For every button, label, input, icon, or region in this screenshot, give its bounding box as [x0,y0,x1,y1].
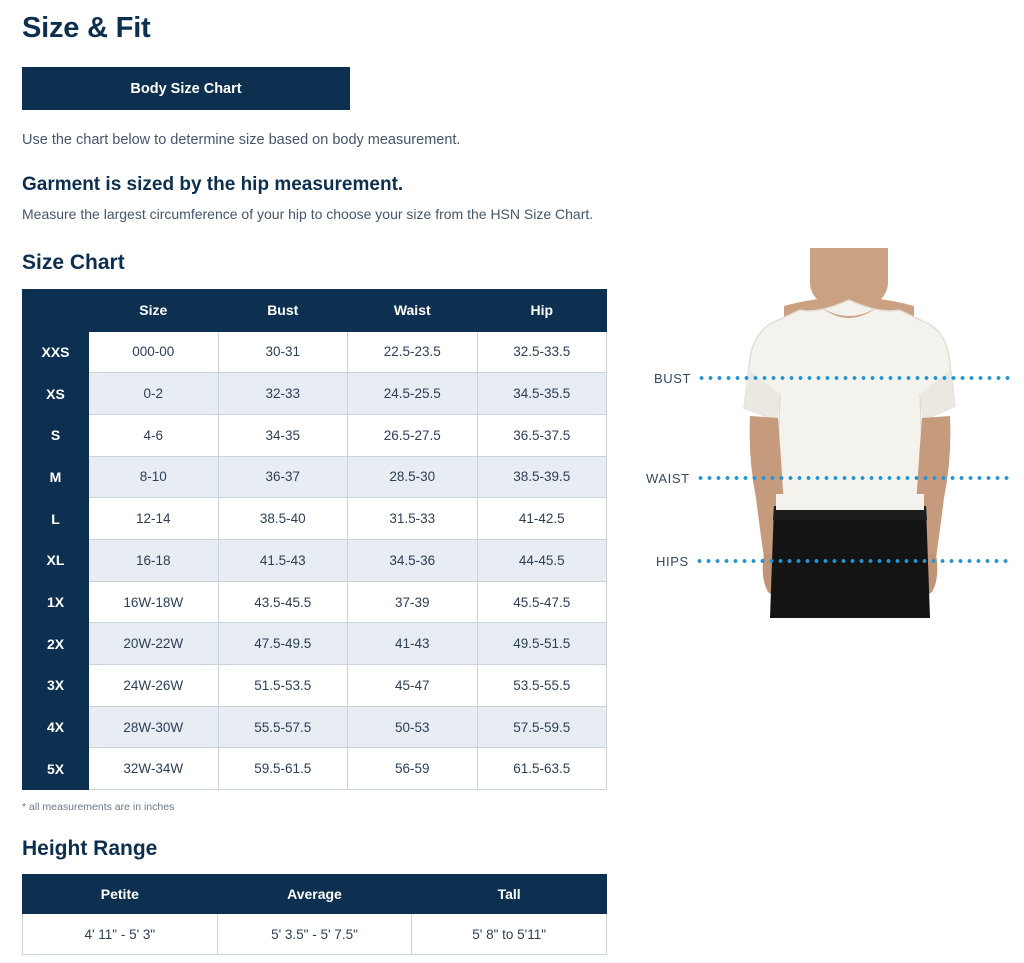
cell-bust: 36-37 [218,456,348,498]
row-label: XL [23,540,89,582]
cell-hip: 36.5-37.5 [477,414,607,456]
table-row [23,914,607,955]
table-row [23,414,607,456]
cell-size: 16W-18W [89,581,219,623]
cell-petite: 4' 11" - 5' 3" [23,914,218,955]
cell-waist: 24.5-25.5 [348,373,478,415]
height-range-title: Height Range [22,837,158,861]
waist-dotted-line [696,476,1012,480]
column-header-blank [23,289,89,331]
cell-waist: 41-43 [348,623,478,665]
cell-bust: 47.5-49.5 [218,623,348,665]
cell-bust: 43.5-45.5 [218,581,348,623]
cell-size: 12-14 [89,498,219,540]
bust-label: BUST [654,370,692,386]
cell-size: 4-6 [89,414,219,456]
cell-hip: 38.5-39.5 [477,456,607,498]
waist-label: WAIST [646,470,690,486]
hips-label: HIPS [656,553,689,569]
height-range-body [23,914,607,955]
cell-size: 8-10 [89,456,219,498]
cell-waist: 28.5-30 [348,456,478,498]
height-range-table [22,874,607,955]
column-header-bust: Bust [218,289,348,331]
table-row [23,748,607,790]
sizing-instructions: Measure the largest circumference of your hip to choose your size from the HSN Size Chart. [22,206,594,223]
column-header-size: Size [89,289,219,331]
row-label: M [23,456,89,498]
cell-bust: 38.5-40 [218,498,348,540]
cell-size: 16-18 [89,540,219,582]
cell-size: 28W-30W [89,706,219,748]
column-header-hip: Hip [477,289,607,331]
row-label: XXS [23,331,89,373]
table-row [23,540,607,582]
table-row [23,706,607,748]
cell-hip: 61.5-63.5 [477,748,607,790]
cell-bust: 30-31 [218,331,348,373]
cell-waist: 37-39 [348,581,478,623]
cell-hip: 49.5-51.5 [477,623,607,665]
cell-bust: 51.5-53.5 [218,665,348,707]
cell-size: 32W-34W [89,748,219,790]
bust-measure-line [654,370,1012,386]
waist-measure-line [646,470,1012,486]
row-label: S [23,414,89,456]
row-label: L [23,498,89,540]
row-label: XS [23,373,89,415]
hips-measure-line [656,553,1012,569]
body-size-chart-tab[interactable]: Body Size Chart [22,67,350,110]
cell-bust: 34-35 [218,414,348,456]
intro-text: Use the chart below to determine size based on body measurement. [22,132,461,148]
cell-hip: 45.5-47.5 [477,581,607,623]
cell-tall: 5' 8" to 5'11" [412,914,607,955]
column-header-waist: Waist [348,289,478,331]
cell-waist: 26.5-27.5 [348,414,478,456]
size-chart-header [23,289,607,331]
cell-bust: 55.5-57.5 [218,706,348,748]
table-row [23,331,607,373]
cell-size: 0-2 [89,373,219,415]
hips-dotted-line [695,559,1012,563]
cell-bust: 32-33 [218,373,348,415]
size-chart-title: Size Chart [22,250,125,274]
cell-size: 20W-22W [89,623,219,665]
cell-bust: 59.5-61.5 [218,748,348,790]
cell-hip: 41-42.5 [477,498,607,540]
height-range-header [23,875,607,914]
table-row [23,581,607,623]
cell-waist: 56-59 [348,748,478,790]
table-row [23,498,607,540]
cell-hip: 34.5-35.5 [477,373,607,415]
cell-size: 24W-26W [89,665,219,707]
column-header-average: Average [217,875,412,914]
table-row [23,373,607,415]
bust-dotted-line [697,376,1012,380]
table-row [23,623,607,665]
cell-hip: 44-45.5 [477,540,607,582]
cell-waist: 34.5-36 [348,540,478,582]
measurement-figure [640,248,1012,628]
row-label: 4X [23,706,89,748]
table-header-row [23,875,607,914]
cell-size: 000-00 [89,331,219,373]
cell-bust: 41.5-43 [218,540,348,582]
size-chart-table [22,289,607,790]
table-row [23,665,607,707]
cell-waist: 50-53 [348,706,478,748]
cell-hip: 32.5-33.5 [477,331,607,373]
row-label: 1X [23,581,89,623]
page-title: Size & Fit [22,12,151,44]
sizing-subhead: Garment is sized by the hip measurement. [22,174,404,196]
row-label: 3X [23,665,89,707]
cell-waist: 45-47 [348,665,478,707]
size-chart-body [23,331,607,790]
column-header-tall: Tall [412,875,607,914]
measurements-footnote: * all measurements are in inches [22,801,175,814]
column-header-petite: Petite [23,875,218,914]
row-label: 5X [23,748,89,790]
cell-average: 5' 3.5" - 5' 7.5" [217,914,412,955]
table-row [23,456,607,498]
cell-hip: 53.5-55.5 [477,665,607,707]
cell-waist: 22.5-23.5 [348,331,478,373]
row-label: 2X [23,623,89,665]
content-column [22,0,622,955]
table-header-row [23,289,607,331]
cell-hip: 57.5-59.5 [477,706,607,748]
cell-waist: 31.5-33 [348,498,478,540]
